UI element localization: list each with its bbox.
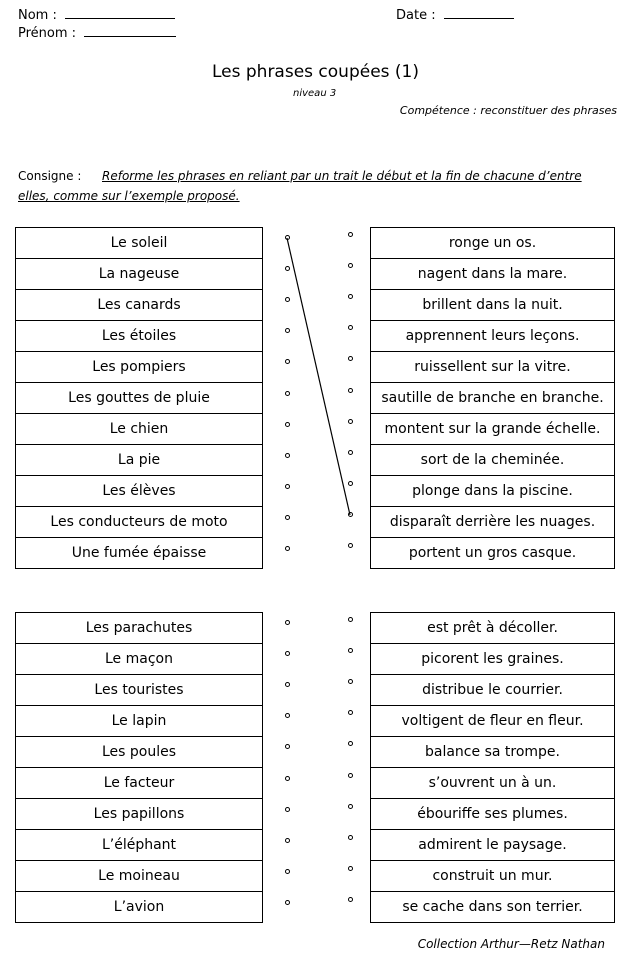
exercise2-left-item[interactable]: Les poules [16, 737, 263, 768]
exercise1-left-item[interactable]: Les élèves [16, 476, 263, 507]
exercise1-left-item[interactable]: Le chien [16, 414, 263, 445]
exercise2-left-item[interactable]: Le facteur [16, 768, 263, 799]
exercise1-right-item[interactable]: portent un gros casque. [371, 538, 615, 569]
instructions-label: Consigne : [18, 169, 82, 183]
exercise1-left-item[interactable]: Les gouttes de pluie [16, 383, 263, 414]
exercise2-right-item[interactable]: picorent les graines. [371, 644, 615, 675]
exercise2-right-item[interactable]: voltigent de fleur en fleur. [371, 706, 615, 737]
exercise1-right-item[interactable]: brillent dans la nuit. [371, 290, 615, 321]
exercise2-left-item[interactable]: Le lapin [16, 706, 263, 737]
exercise1-right-item[interactable]: sautille de branche en branche. [371, 383, 615, 414]
date-label: Date : [396, 8, 436, 23]
exercise2-left-item[interactable]: Les touristes [16, 675, 263, 706]
instructions-text: Reforme les phrases en reliant par un trait le début et la fin de chacune d’entre elles, comme sur l’exemple proposé. [18, 169, 582, 203]
exercise2-right-item[interactable]: admirent le paysage. [371, 830, 615, 861]
name-label: Nom : [18, 8, 57, 23]
level-label: niveau 3 [293, 88, 337, 99]
competence-label: Compétence : reconstituer des phrases [399, 104, 617, 117]
exercise1-right-item[interactable]: montent sur la grande échelle. [371, 414, 615, 445]
exercise1-left-item[interactable]: Le soleil [16, 228, 263, 259]
footer-credit: Collection Arthur—Retz Nathan [417, 937, 605, 951]
exercise2-left-item[interactable]: Les parachutes [16, 613, 263, 644]
exercise2-left-item[interactable]: Le moineau [16, 861, 263, 892]
exercise1-left-item[interactable]: Les pompiers [16, 352, 263, 383]
exercise2-left-item[interactable]: Les papillons [16, 799, 263, 830]
exercise2-right-item[interactable]: est prêt à décoller. [371, 613, 615, 644]
exercise2-right-item[interactable]: s’ouvrent un à un. [371, 768, 615, 799]
exercise2-left-item[interactable]: Le maçon [16, 644, 263, 675]
exercise2-left-item[interactable]: L’avion [16, 892, 263, 923]
exercise1-left-item[interactable]: Les conducteurs de moto [16, 507, 263, 538]
first-name-label: Prénom : [18, 26, 77, 41]
exercise1-left-item[interactable]: La nageuse [16, 259, 263, 290]
exercise2-left-item[interactable]: L’éléphant [16, 830, 263, 861]
exercise1-left-item[interactable]: La pie [16, 445, 263, 476]
exercise2-right-item[interactable]: distribue le courrier. [371, 675, 615, 706]
example-link-line [287, 238, 350, 515]
exercise1-right-item[interactable]: ruissellent sur la vitre. [371, 352, 615, 383]
exercise1-right-item[interactable]: nagent dans la mare. [371, 259, 615, 290]
exercise1-right-item[interactable]: plonge dans la piscine. [371, 476, 615, 507]
exercise1-right-item[interactable]: ronge un os. [371, 228, 615, 259]
page-title: Les phrases coupées (1) [211, 62, 419, 82]
exercise2-right-item[interactable]: ébouriffe ses plumes. [371, 799, 615, 830]
exercise1-right-item[interactable]: sort de la cheminée. [371, 445, 615, 476]
exercise2-right-item[interactable]: se cache dans son terrier. [371, 892, 615, 923]
exercise2-right-item[interactable]: construit un mur. [371, 861, 615, 892]
exercise1-left-item[interactable]: Les canards [16, 290, 263, 321]
exercise2-right-item[interactable]: balance sa trompe. [371, 737, 615, 768]
exercise1-right-item[interactable]: apprennent leurs leçons. [371, 321, 615, 352]
exercise1-right-item[interactable]: disparaît derrière les nuages. [371, 507, 615, 538]
exercise1-left-item[interactable]: Une fumée épaisse [16, 538, 263, 569]
exercise1-left-item[interactable]: Les étoiles [16, 321, 263, 352]
